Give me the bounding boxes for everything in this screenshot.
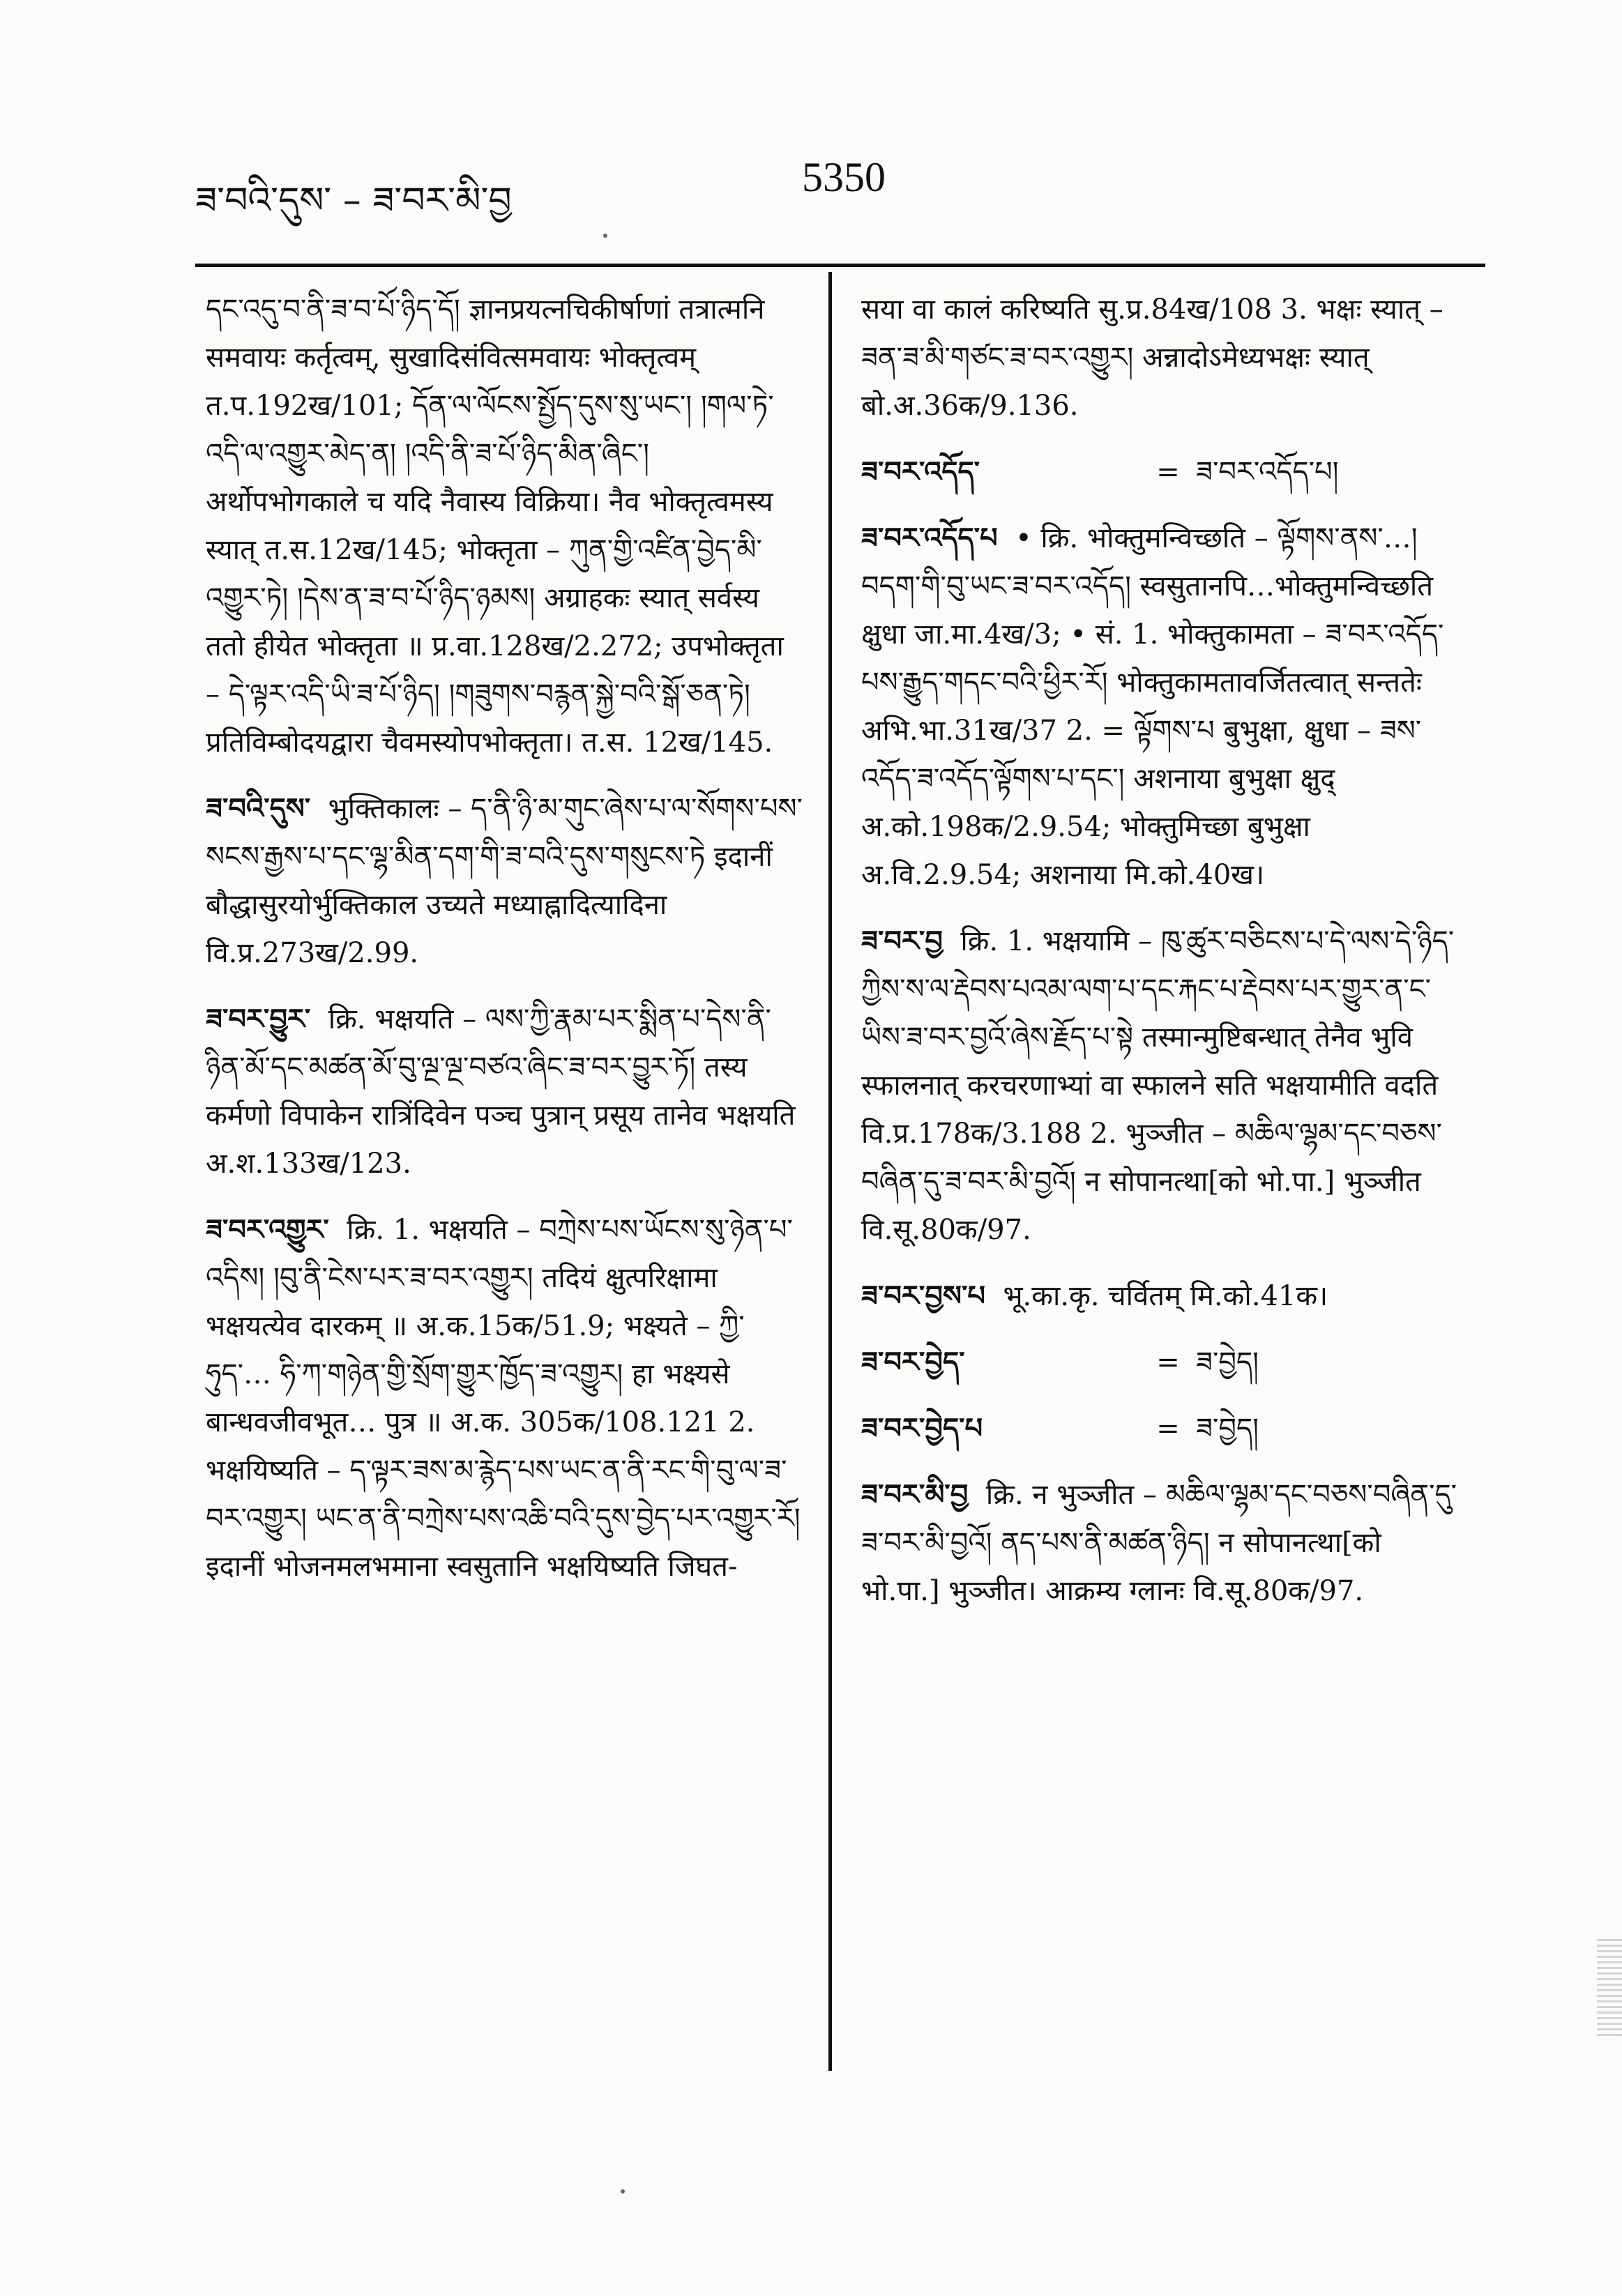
entry-headword: ཟ་བར་འདོད་པ — [861, 522, 998, 554]
cross-reference-target: ཟ་བར་འདོད་པ། — [1196, 456, 1339, 488]
entry-text: क्रि. 1. भक्षयति – བཀྲེས་པས་ཡོངས་སུ་ཉེན་པ་འདིས། །བུ་ནི་ངེས་པར་ཟ་བར་འགྱུར། तदियं क्षुत्परिक्षामा भक्षयत्येव दारकम् ॥ अ.क.15क/51.9; भक्ष्यते – ཀྱི་ཧུད་… ཧི་ཀ་གཉེན་གྱི་སྲོག་གྱུར་ཁྱོད་ཟ་འགྱུར། हा भक्ष्यसे बान्धवजीवभूत… पुत्र ॥ अ.क. 305क/108.121 2. भक्षयिष्यति – ད་ལྟར་ཟས་མ་རྙེད་པས་ཡང་ན་ནི་རང་གི་བུ་ལ་ཟ་བར་འགྱུར། ཡང་ན་ནི་བཀྲེས་པས་འཆི་བའི་དུས་བྱེད་པར་འགྱུར་རོ། इदानीं भोजनमलभमाना स्वसुतानि भक्षयिष्यति जिघत- — [206, 1214, 801, 1583]
dictionary-entry — [206, 1206, 805, 1591]
equals-sign: = — [1156, 456, 1180, 488]
page-number: 5350 — [802, 154, 886, 200]
entry-text: क्रि. भक्षयति – ལས་ཀྱི་རྣམ་པར་སྨིན་པ་དེས་ནི་ཉིན་མོ་དང་མཚན་མོ་བུ་ལྔ་ལྔ་བཙའ་ཞིང་ཟ་བར་བྱུར་ཏོ། तस्य कर्मणो विपाकेन रात्रिंदिवेन पञ्च पुत्रान् प्रसूय तानेव भक्षयति अ.श.133ख/123. — [206, 1003, 796, 1180]
entry-text: क्रि. न भुञ्जीत – མཆིལ་ལྷམ་དང་བཅས་བཞིན་དུ་ཟ་བར་མི་བྱའོ། ནད་པས་ནི་མཚན་ཉིད། न सोपानत्था[को भो.पा.] भुञ्जीत। आक्रम्य ग्लानः वि.सू.80क/97. — [861, 1479, 1457, 1607]
entry-headword: ཟ་བར་བྱེད་ — [861, 1346, 965, 1378]
entry-text: भू.का.कृ. चर्वितम् मि.को.41क। — [1003, 1280, 1328, 1312]
dictionary-entry — [206, 785, 805, 978]
scan-margin-noise — [1597, 1938, 1622, 2036]
equals-sign: = — [1156, 1346, 1180, 1378]
right-column — [861, 286, 1461, 1634]
column-divider — [828, 272, 832, 2071]
running-head: ཟ་བའི་དུས་ – ཟ་བར་མི་བྱ — [195, 180, 512, 222]
scan-speck — [603, 234, 607, 238]
entry-headword: ཟ་བར་མི་བྱ — [861, 1479, 969, 1511]
dictionary-entry — [861, 515, 1461, 899]
cross-reference-entry — [861, 1405, 1461, 1453]
dictionary-entry — [206, 286, 805, 767]
page-header — [195, 146, 1485, 223]
dictionary-entry — [861, 1471, 1461, 1615]
entry-headword: ཟ་བར་བྱེད་པ — [861, 1413, 983, 1445]
dictionary-entry — [861, 1272, 1461, 1321]
left-column — [206, 286, 805, 1609]
cross-reference-entry — [861, 1339, 1461, 1387]
entry-headword: ཟ་བར་བྱུར་ — [206, 1003, 311, 1035]
dictionary-entry — [861, 286, 1461, 430]
entry-headword: ཟ་བར་འགྱུར་ — [206, 1214, 329, 1246]
cross-reference-entry — [861, 448, 1461, 496]
header-rule — [195, 264, 1485, 267]
equals-sign: = — [1156, 1413, 1180, 1445]
dictionary-entry — [206, 996, 805, 1188]
dictionary-entry — [861, 918, 1461, 1254]
entry-text: • क्रि. भोक्तुमन्विच्छति – ལྟོགས་ནས་…།བདག་གི་བུ་ཡང་ཟ་བར་འདོད། स्वसुतानपि…भोक्तुमन्विच्छति क्षुधा जा.मा.4ख/3; • सं. 1. भोक्तुकामता – ཟ་བར་འདོད་པས་རྒྱུད་གདང་བའི་ཕྱིར་རོ། भोक्तुकामतावर्जितत्वात् सन्ततेः अभि.भा.31ख/37 2. = ལྟོགས་པ बुभुक्षा, क्षुधा – ཟས་འདོད་ཟ་འདོད་ལྟོགས་པ་དང་། अशनाया बुभुक्षा क्षुद् अ.को.198क/2.9.54; भोक्तुमिच्छा बुभुक्षा अ.वि.2.9.54; अशनाया मि.को.40ख। — [861, 522, 1444, 891]
entry-text: भुक्तिकालः – ད་ནི་ཉི་མ་གུང་ཞེས་པ་ལ་སོགས་པས་སངས་རྒྱས་པ་དང་ལྷ་མིན་དག་གི་ཟ་བའི་དུས་གསུངས་ཏེ इदानीं बौद्धासुरयोर्भुक्तिकाल उच्यते मध्याह्नादित्यादिना वि.प्र.273ख/2.99. — [206, 793, 803, 969]
cross-reference-target: ཟ་བྱེད། — [1196, 1413, 1259, 1445]
entry-headword: ཟ་བར་བྱས་པ — [861, 1280, 985, 1312]
entry-text: क्रि. 1. भक्षयामि – ཁུ་ཚུར་བཅིངས་པ་དེ་ལས་དེ་ཉིད་ཀྱིས་ས་ལ་རྡེབས་པའམ་ལག་པ་དང་རྐང་པ་རྡེབས་པར་གྱུར་ན་ང་ཡིས་ཟ་བར་བྱའོ་ཞེས་རྗོད་པ་སྟེ तस्मान्मुष्टिबन्धात् तेनैव भुवि स्फालनात् करचरणाभ्यां वा स्फालने सति भक्षयामीति वदति वि.प्र.178क/3.188 2. भुञ्जीत – མཆིལ་ལྷམ་དང་བཅས་བཞིན་དུ་ཟ་བར་མི་བྱའོ། न सोपानत्था[को भो.पा.] भुञ्जीत वि.सू.80क/97. — [861, 925, 1455, 1246]
entry-headword: ཟ་བར་འདོད་ — [861, 456, 980, 488]
entry-text: सया वा कालं करिष्यति सु.प्र.84ख/108 3. भक्षः स्यात् – ཟན་ཟ་མི་གཙང་ཟ་བར་འགྱུར། अन्नादोऽमेध्यभक्षः स्यात् बो.अ.36क/9.136. — [861, 294, 1443, 422]
entry-headword: ཟ་བའི་དུས་ — [206, 793, 311, 825]
entry-text: དང་འདུ་བ་ནི་ཟ་བ་པོ་ཉིད་དོ། ज्ञानप्रयत्नचिकीर्षाणां तत्रात्मनि समवायः कर्तृत्वम्, सुखादिसंवित्समवायः भोक्तृत्वम् त.प.192ख/101; དོན་ལ་ལོངས་སྤྱོད་དུས་སུ་ཡང་། །གལ་ཏེ་འདི་ལ་འགྱུར་མེད་ན། །འདི་ནི་ཟ་པོ་ཉིད་མིན་ཞིང་། अर्थोपभोगकाले च यदि नैवास्य विक्रिया। नैव भोक्तृत्वमस्य स्यात् त.स.12ख/145; भोक्तृता – ཀུན་གྱི་འཛིན་བྱེད་མི་འགྱུར་ཏེ། །དེས་ན་ཟ་བ་པོ་ཉིད་ཉམས། अग्राहकः स्यात् सर्वस्य ततो हीयेत भोक्तृता ॥ प्र.वा.128ख/2.272; उपभोक्तृता – དེ་ལྟར་འདི་ཡི་ཟ་པོ་ཉིད། །གཟུགས་བརྙན་སྐྱེ་བའི་སྒོ་ཅན་ཏེ། प्रतिविम्बोदयद्वारा चैवमस्योपभोक्तृता। त.स. 12ख/145. — [206, 294, 784, 759]
scan-speck — [621, 2189, 625, 2194]
entry-headword: ཟ་བར་བྱ — [861, 925, 943, 957]
cross-reference-target: ཟ་བྱེད། — [1196, 1346, 1259, 1378]
